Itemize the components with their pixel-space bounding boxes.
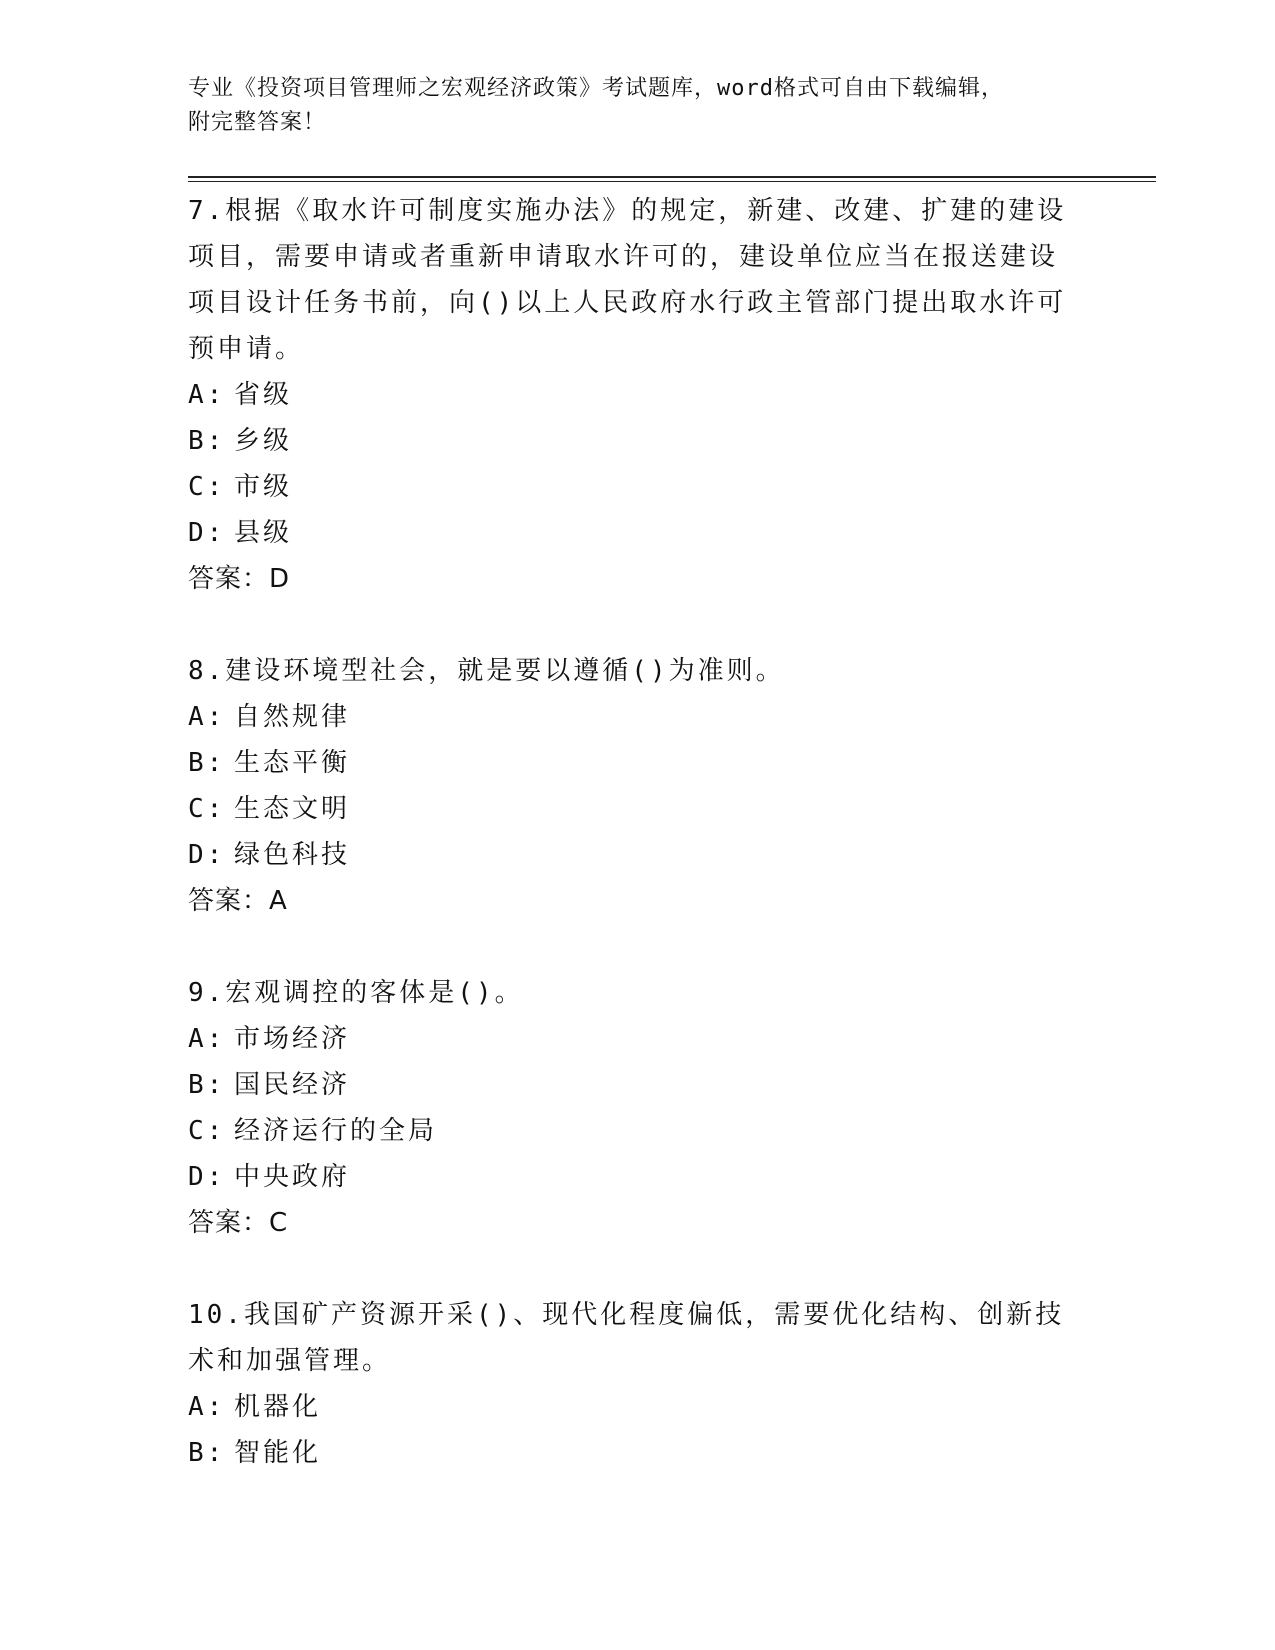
option-d [188, 1154, 1088, 1200]
answer: 答案：C [188, 1208, 289, 1238]
option-letter: A: [188, 380, 226, 410]
option-text: 智能化 [234, 1438, 322, 1468]
option-b [188, 1430, 1088, 1476]
option-letter: A: [188, 702, 226, 732]
option-text: 市场经济 [234, 1024, 351, 1054]
option-text: 中央政府 [234, 1162, 351, 1192]
option-b [188, 418, 1088, 464]
option-d [188, 510, 1088, 556]
option-c [188, 464, 1088, 510]
option-letter: D: [188, 840, 226, 870]
answer: 答案：A [188, 886, 288, 916]
option-b [188, 740, 1088, 786]
option-c [188, 786, 1088, 832]
option-letter: D: [188, 518, 226, 548]
option-c [188, 1108, 1088, 1154]
question-9 [188, 970, 1088, 1246]
option-a [188, 372, 1088, 418]
question-text: 8.建设环境型社会，就是要以遵循()为准则。 [188, 656, 785, 686]
question-text: 7.根据《取水许可制度实施办法》的规定，新建、改建、扩建的建设项目，需要申请或者重新申请取水许可的，建设单位应当在报送建设项目设计任务书前，向()以上人民政府水行政主管部门提出取水许可预申请。 [188, 196, 1067, 364]
option-letter: B: [188, 1438, 226, 1468]
option-text: 生态文明 [234, 794, 351, 824]
option-text: 市级 [234, 472, 293, 502]
spacer [188, 924, 1088, 970]
question-list [188, 188, 1088, 1476]
answer: 答案：D [188, 564, 291, 594]
option-text: 绿色科技 [234, 840, 351, 870]
option-letter: C: [188, 1116, 226, 1146]
option-letter: A: [188, 1392, 226, 1422]
option-text: 生态平衡 [234, 748, 351, 778]
option-b [188, 1062, 1088, 1108]
option-text: 经济运行的全局 [234, 1116, 438, 1146]
option-text: 机器化 [234, 1392, 322, 1422]
option-letter: B: [188, 1070, 226, 1100]
option-letter: C: [188, 794, 226, 824]
header-line-1: 专业《投资项目管理师之宏观经济政策》考试题库，word格式可自由下载编辑， [188, 76, 1004, 101]
option-letter: B: [188, 748, 226, 778]
header-line-2: 附完整答案！ [188, 110, 327, 135]
question-10 [188, 1292, 1088, 1476]
option-letter: D: [188, 1162, 226, 1192]
option-letter: A: [188, 1024, 226, 1054]
question-text: 10.我国矿产资源开采()、现代化程度偏低，需要优化结构、创新技术和加强管理。 [188, 1300, 1065, 1376]
spacer [188, 602, 1088, 648]
option-a [188, 1016, 1088, 1062]
header-divider-thick [188, 176, 1156, 178]
question-8 [188, 648, 1088, 924]
option-letter: B: [188, 426, 226, 456]
option-d [188, 832, 1088, 878]
option-text: 省级 [234, 380, 293, 410]
option-text: 乡级 [234, 426, 293, 456]
option-text: 国民经济 [234, 1070, 351, 1100]
option-a [188, 694, 1088, 740]
header-divider-thin [188, 181, 1156, 182]
option-letter: C: [188, 472, 226, 502]
option-text: 自然规律 [234, 702, 351, 732]
spacer [188, 1246, 1088, 1292]
question-7 [188, 188, 1088, 602]
document-header [188, 72, 1068, 140]
question-text: 9.宏观调控的客体是()。 [188, 978, 524, 1008]
option-text: 县级 [234, 518, 293, 548]
option-a [188, 1384, 1088, 1430]
